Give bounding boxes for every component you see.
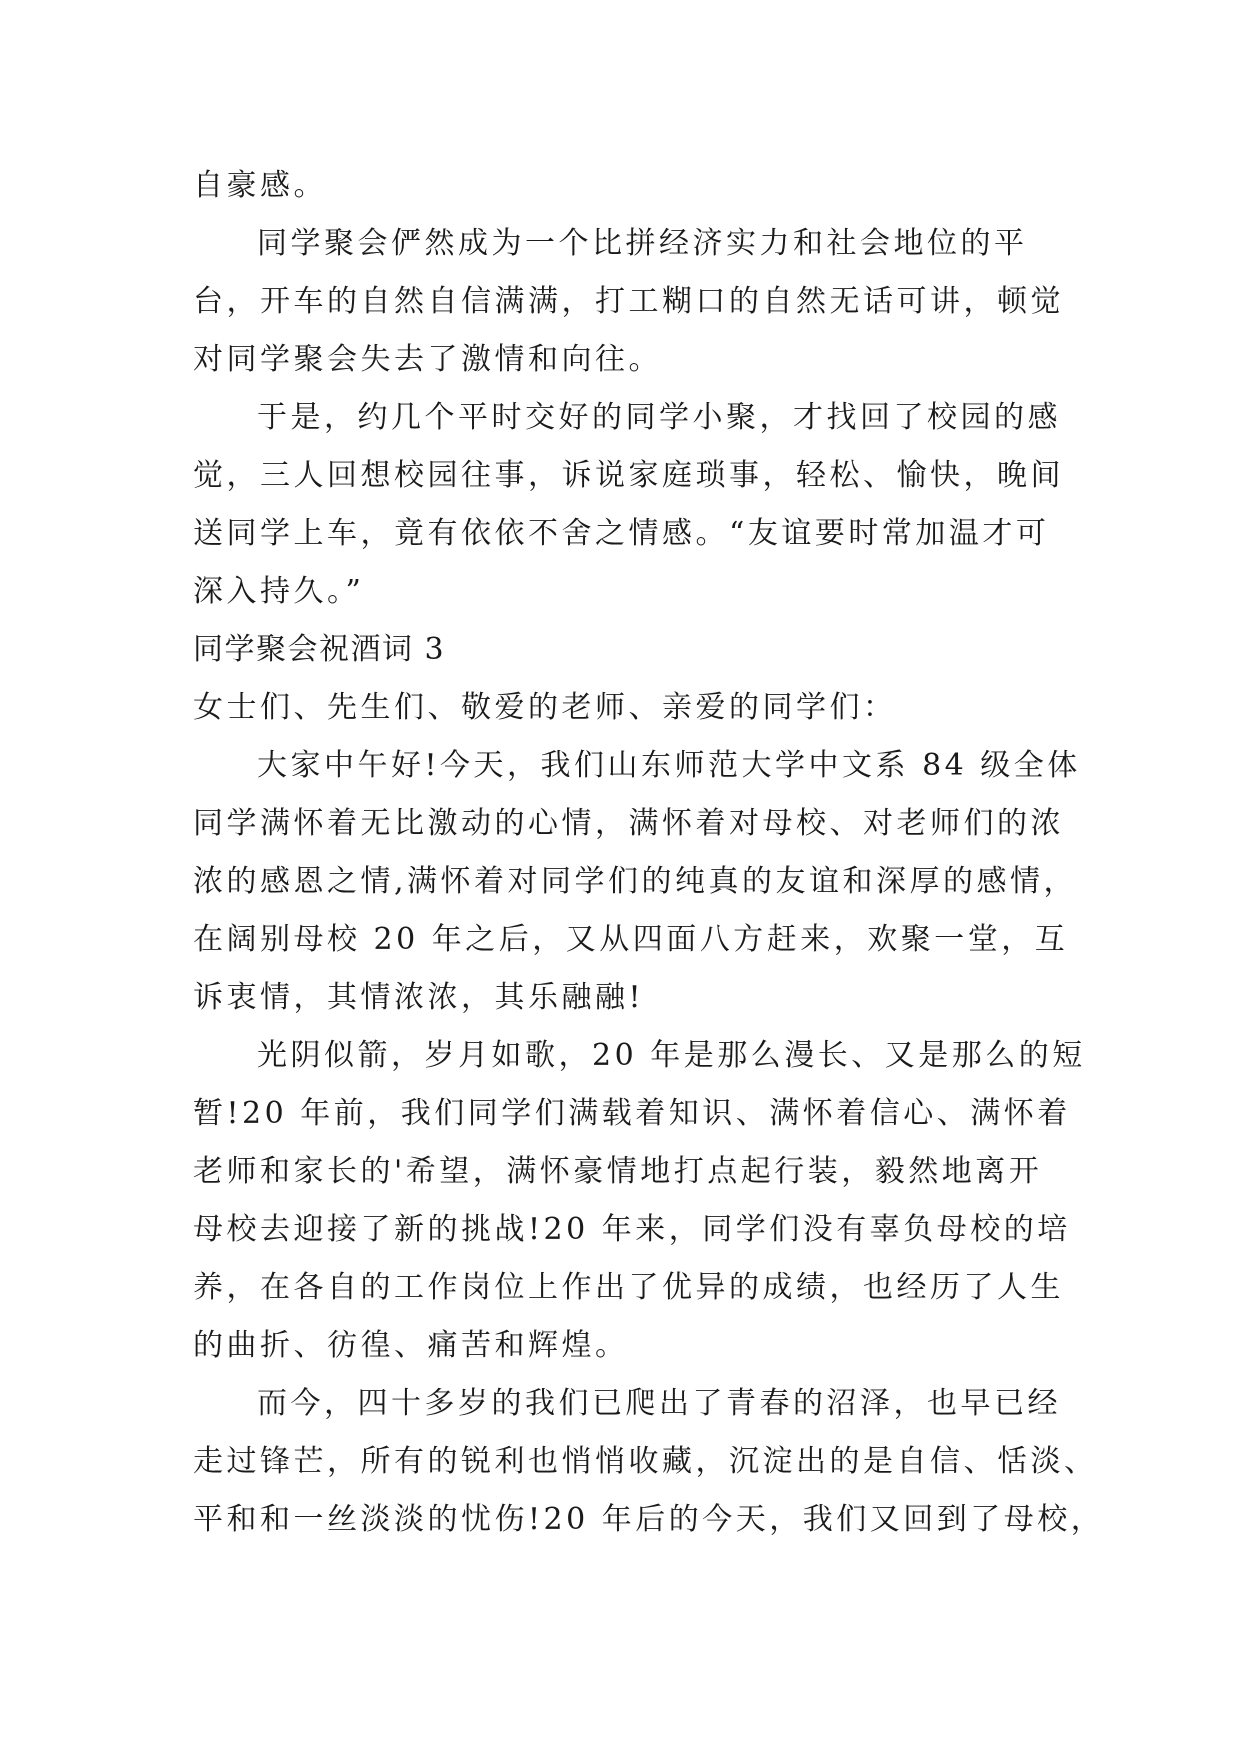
text-line: 平和和一丝淡淡的忧伤!20 年后的今天，我们又回到了母校，: [193, 1502, 1105, 1537]
text-line: 养，在各自的工作岗位上作出了优异的成绩，也经历了人生: [193, 1270, 1064, 1305]
salutation-line: 女士们、先生们、敬爱的老师、亲爱的同学们：: [193, 690, 897, 725]
text-line: 诉衷情，其情浓浓，其乐融融!: [193, 980, 645, 1015]
document-body: [193, 157, 1105, 1549]
text-line: 老师和家长的'希望，满怀豪情地打点起行装，毅然地离开: [193, 1154, 1043, 1189]
text-line: 深入持久。”: [193, 574, 365, 609]
text-line: 送同学上车，竟有依依不舍之情感。“友谊要时常加温才可: [193, 516, 1050, 551]
section-heading: 同学聚会祝酒词 3: [193, 632, 446, 667]
paragraph-first-line: 而今，四十多岁的我们已爬出了青春的沼泽，也早已经: [257, 1386, 1061, 1421]
paragraph-first-line: 光阴似箭，岁月如歌，20 年是那么漫长、又是那么的短: [257, 1038, 1086, 1073]
text-line: 母校去迎接了新的挑战!20 年来，同学们没有辜负母校的培: [193, 1212, 1071, 1247]
text-line: 对同学聚会失去了激情和向往。: [193, 342, 662, 377]
text-line: 同学满怀着无比激动的心情，满怀着对母校、对老师们的浓: [193, 806, 1064, 841]
paragraph-first-line: 大家中午好!今天，我们山东师范大学中文系 84 级全体: [257, 748, 1081, 783]
paragraph-first-line: 同学聚会俨然成为一个比拼经济实力和社会地位的平: [257, 226, 1028, 261]
text-line: 走过锋芒，所有的锐利也悄悄收藏，沉淀出的是自信、恬淡、: [193, 1444, 1098, 1479]
text-line: 台，开车的自然自信满满，打工糊口的自然无话可讲，顿觉: [193, 284, 1064, 319]
paragraph-first-line: 于是，约几个平时交好的同学小聚，才找回了校园的感: [257, 400, 1061, 435]
text-line: 的曲折、彷徨、痛苦和辉煌。: [193, 1328, 629, 1363]
text-line: 觉，三人回想校园往事，诉说家庭琐事，轻松、愉快，晚间: [193, 458, 1064, 493]
text-line: 暂!20 年前，我们同学们满载着知识、满怀着信心、满怀着: [193, 1096, 1071, 1131]
text-line: 浓的感恩之情,满怀着对同学们的纯真的友谊和深厚的感情，: [193, 864, 1078, 899]
text-line: 在阔别母校 20 年之后，又从四面八方赶来，欢聚一堂，互: [193, 922, 1069, 957]
text-line: 自豪感。: [193, 168, 327, 203]
